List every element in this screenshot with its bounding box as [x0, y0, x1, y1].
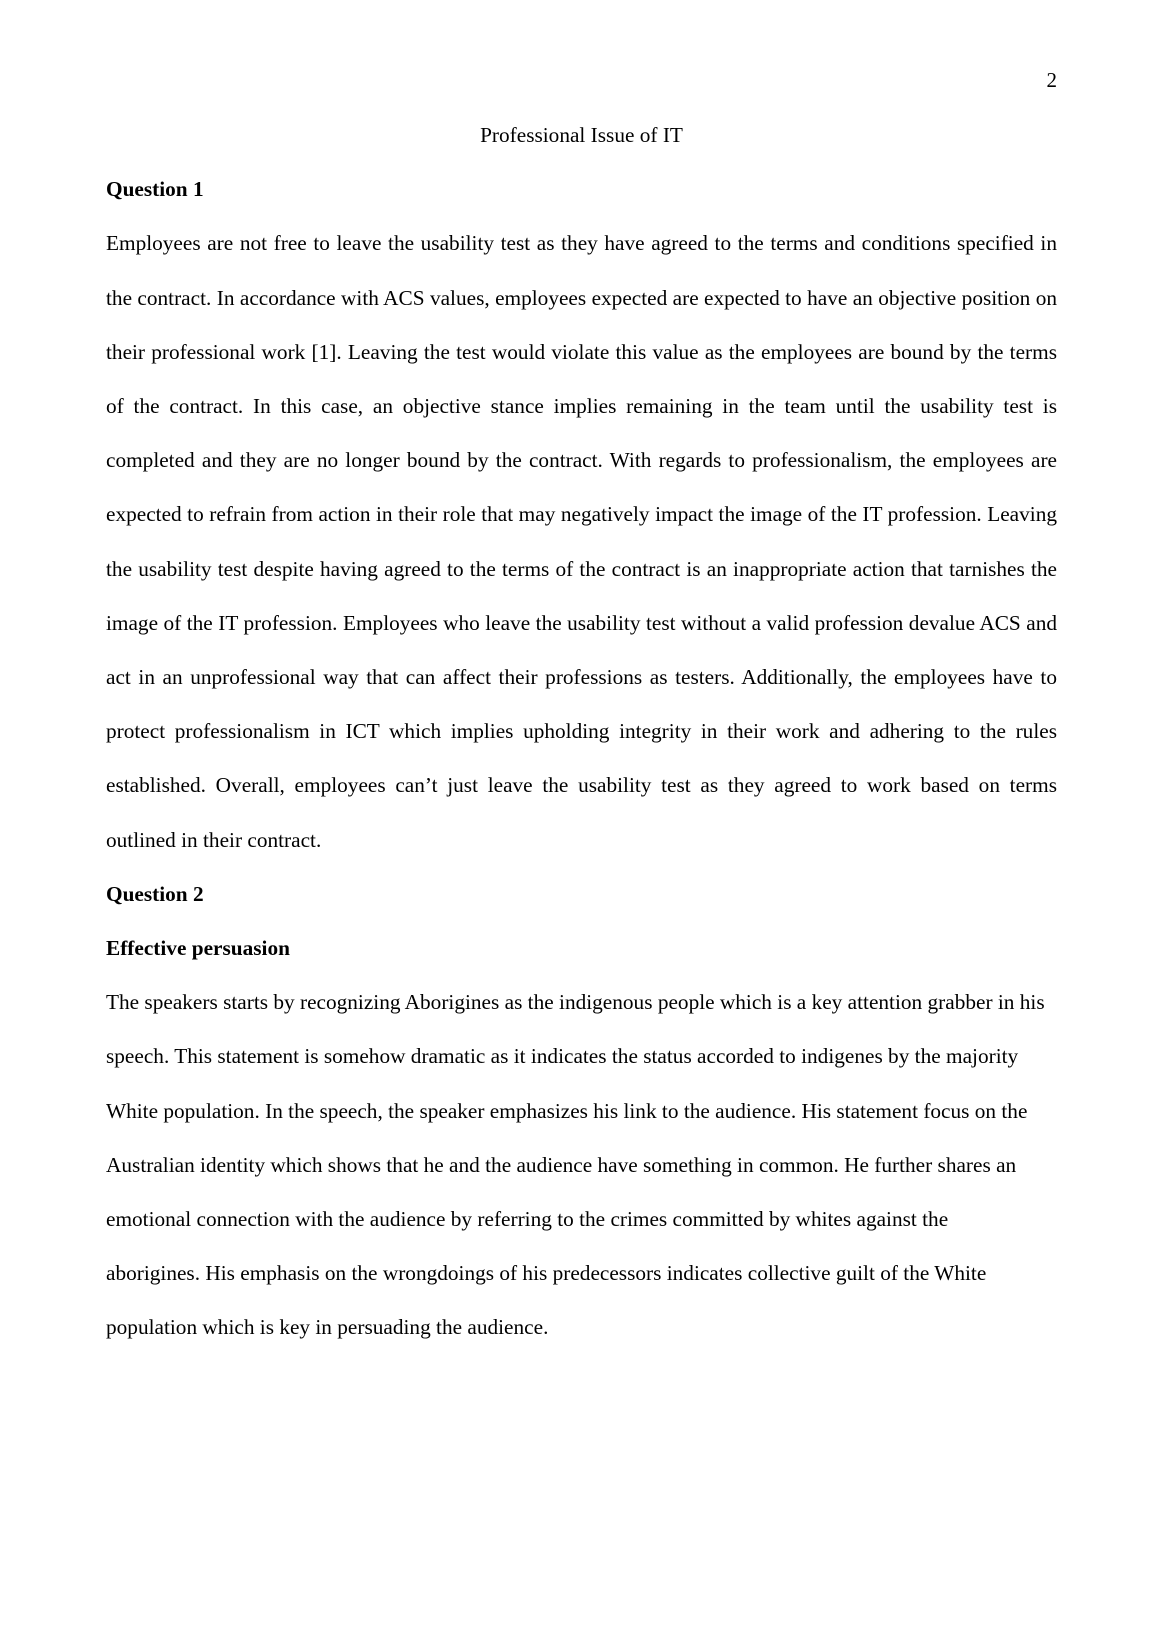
effective-persuasion-subheading: Effective persuasion	[106, 936, 290, 961]
question-2-heading: Question 2	[106, 881, 204, 906]
question-1-paragraph: Employees are not free to leave the usability test as they have agreed to the terms and conditions specified in the contract. In accordance with ACS values, employees expected are expected to have an objective position on their professional work [1]. Leaving the test would violate this value as the employees are bound by the terms of the contract. In this case, an objective stance implies remaining in the team until the usability test is completed and they are no longer bound by the contract. With regards to professionalism, the employees are expected to refrain from action in their role that may negatively impact the image of the IT profession. Leaving the usability test despite having agreed to the terms of the contract is an inappropriate action that tarnishes the image of the IT profession. Employees who leave the usability test without a valid profession devalue ACS and act in an unprofessional way that can affect their professions as testers. Additionally, the employees have to protect professionalism in ICT which implies upholding integrity in their work and adhering to the rules established. Overall, employees can’t just leave the usability test as they agreed to work based on terms outlined in their contract.	[106, 231, 1057, 852]
page-content	[106, 108, 1057, 1355]
question-1-heading: Question 1	[106, 177, 204, 202]
document-title: Professional Issue of IT	[480, 123, 683, 147]
page-number: 2	[1046, 68, 1057, 92]
question-2-paragraph: The speakers starts by recognizing Aborigines as the indigenous people which is a key attention grabber in his speech. This statement is somehow dramatic as it indicates the status accorded to indigenes by the majority White population. In the speech, the speaker emphasizes his link to the audience. His statement focus on the Australian identity which shows that he and the audience have something in common. He further shares an emotional connection with the audience by referring to the crimes committed by whites against the aborigines. His emphasis on the wrongdoings of his predecessors indicates collective guilt of the White population which is key in persuading the audience.	[106, 990, 1045, 1340]
